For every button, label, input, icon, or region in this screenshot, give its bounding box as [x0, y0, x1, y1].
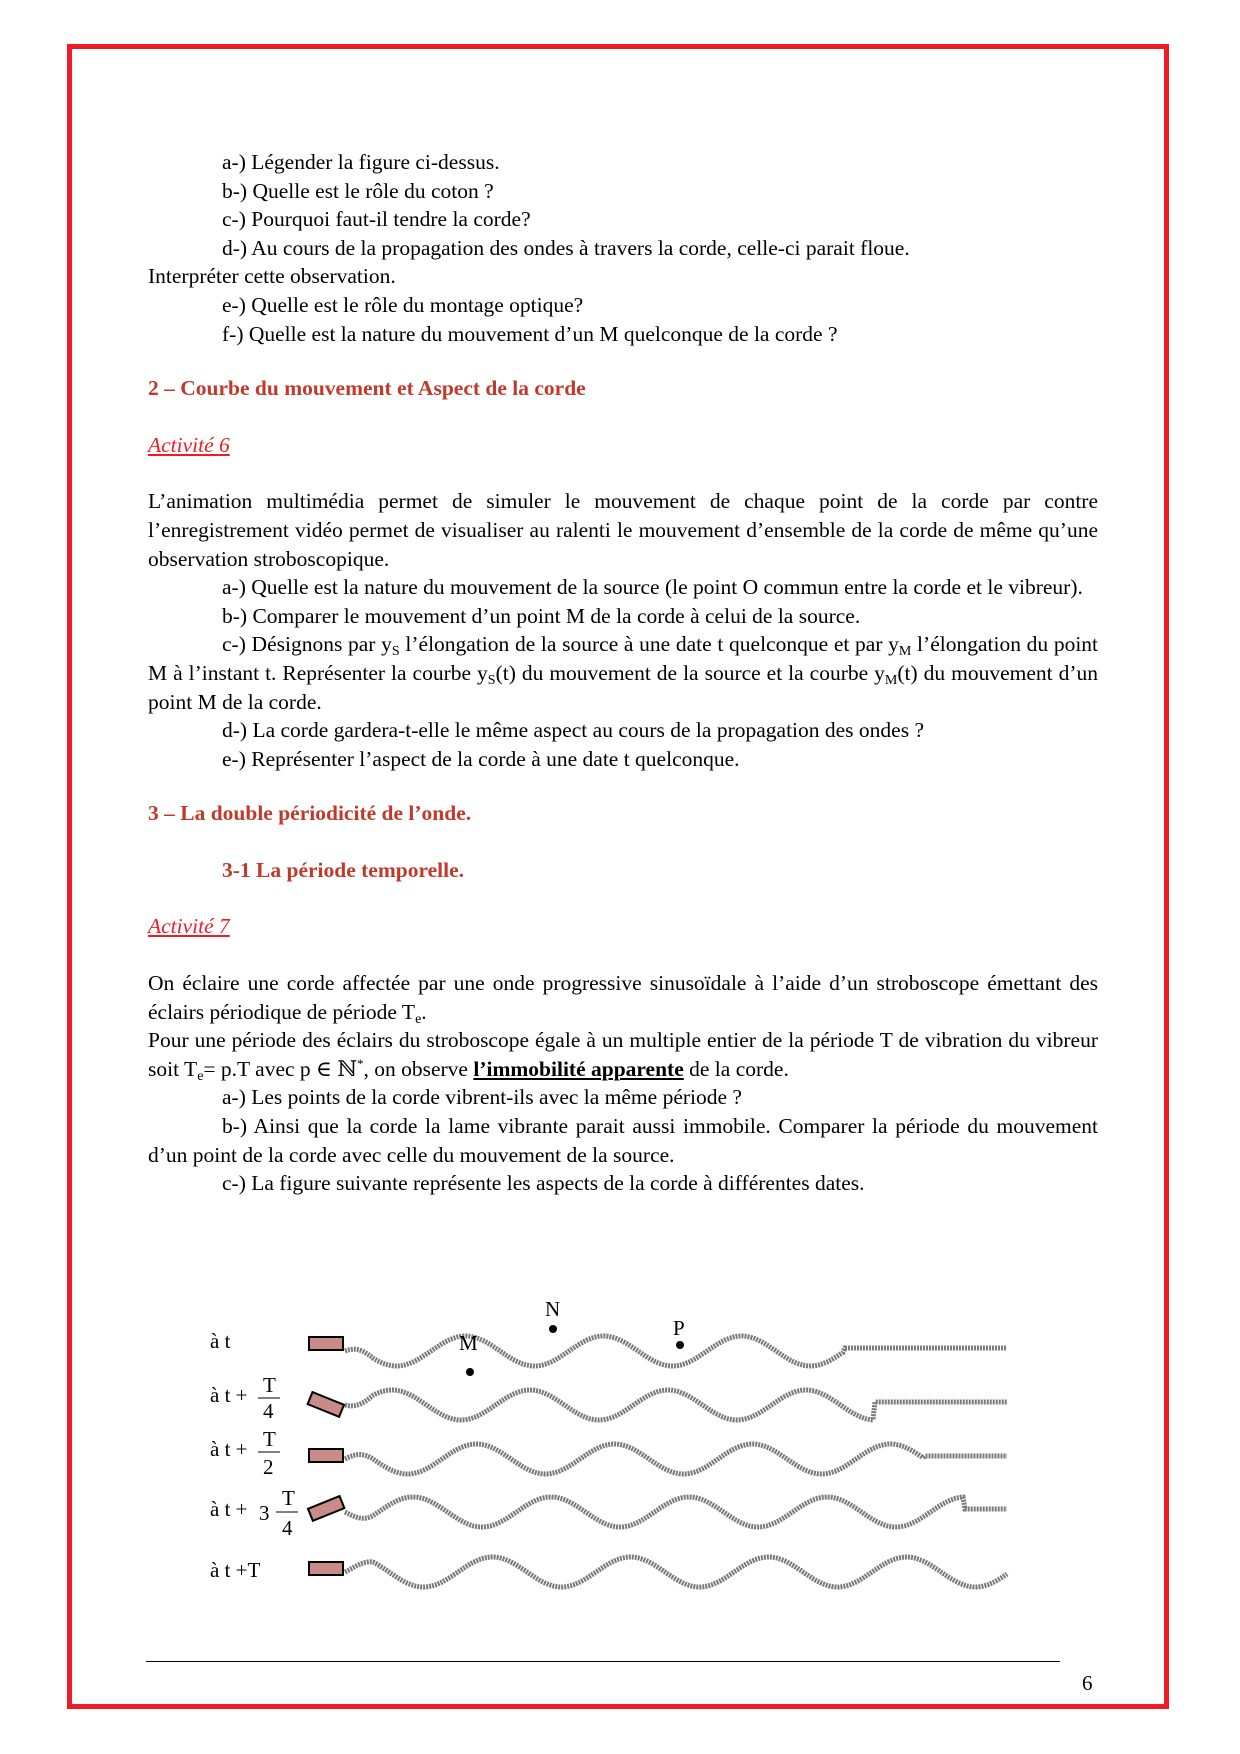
section-3-question-c: c-) La figure suivante représente les aspects de la corde à différentes dates. [222, 1171, 865, 1196]
string-aspect-3 [345, 1497, 1007, 1527]
row-label-2-num: T [263, 1427, 276, 1451]
row-label-1: à t + [210, 1383, 248, 1407]
question-c: c-) Pourquoi faut-il tendre la corde? [222, 207, 531, 232]
question-e: e-) Quelle est le rôle du montage optique? [222, 292, 584, 317]
row-label-1-den: 4 [263, 1399, 274, 1423]
row-label-2: à t + [210, 1437, 248, 1461]
vibrator-blade-3 [308, 1496, 344, 1521]
section-3-paragraph-1: On éclaire une corde affectée par une onde progressive sinusoïdale à l’aide d’un stroboscope émettant des éclairs périodique de période $T_e$. [148, 971, 1098, 1027]
vibrator-blade-0 [309, 1337, 343, 1350]
section-3-question-a: a-) Les points de la corde vibrent-ils avec la même période ? [222, 1085, 742, 1110]
row-label-3-den: 4 [282, 1516, 293, 1540]
string-aspect-1 [345, 1390, 1007, 1420]
activity-6-label: Activité 6 [148, 432, 230, 457]
strings-group [345, 1336, 1007, 1587]
string-aspect-0 [345, 1336, 1007, 1366]
section-2-intro: L’animation multimédia permet de simuler le mouvement de chaque point de la corde par contre l’enregistrement vidéo permet de visualiser au ralenti le mouvement d’ensemble de la corde de même qu’une observation stroboscopique. [148, 489, 1098, 571]
question-d-line1: d-) Au cours de la propagation des ondes à travers la corde, celle-ci parait floue. [222, 235, 910, 260]
row-label-3-coef: 3 [259, 1501, 270, 1525]
section-3-paragraph-2: Pour une période des éclairs du stroboscope égale à un multiple entier de la période T de vibration du vibreur soit $T_e= p.T$ avec p ∈ ℕ*, on observe l’immobilité apparente de la corde. [148, 1028, 1098, 1084]
string-aspect-2 [345, 1444, 1007, 1474]
footer-divider [146, 1661, 1060, 1662]
vibrator-blade-4 [309, 1562, 343, 1575]
row-label-2-den: 2 [263, 1455, 274, 1479]
point-M-dot [466, 1368, 474, 1376]
question-d-line2: Interpréter cette observation. [148, 264, 396, 289]
section-3-title: 3 – La double périodicité de l’onde. [148, 801, 472, 826]
point-P-dot [676, 1341, 684, 1349]
apparent-immobility: l’immobilité apparente [473, 1056, 684, 1081]
string-aspect-4 [345, 1557, 1007, 1587]
point-N-label: N [545, 1297, 561, 1321]
section-2-question-a: a-) Quelle est la nature du mouvement de la source (le point O commun entre la corde et le vibreur). [222, 575, 1083, 600]
section-3-question-b: b-) Ainsi que la corde la lame vibrante parait aussi immobile. Comparer la période du mouvement d’un point de la corde avec celle du mouvement de la source. [148, 1114, 1098, 1167]
section-2-question-d: d-) La corde gardera-t-elle le même aspect au cours de la propagation des ondes ? [222, 718, 925, 743]
vibrator-blade-2 [309, 1449, 343, 1462]
row-label-4: à t +T [210, 1558, 261, 1582]
row-label-3: à t + [210, 1497, 248, 1521]
section-2-question-e: e-) Représenter l’aspect de la corde à une date t quelconque. [222, 746, 740, 771]
page-number: 6 [1082, 1671, 1093, 1695]
section-3-1-title: 3-1 La période temporelle. [222, 857, 465, 882]
question-b: b-) Quelle est le rôle du coton ? [222, 178, 494, 203]
question-a: a-) Légender la figure ci-dessus. [222, 150, 500, 174]
row-label-1-num: T [263, 1373, 276, 1397]
activity-7-label: Activité 7 [148, 914, 230, 939]
row-label-0: à t [210, 1329, 231, 1353]
section-2-question-c: c-) Désignons par $y_S$ l’élongation de la source à une date t quelconque et par $y_M$ l’élongation du point M à l’instant t. Représenter la courbe $y_S(t)$ du mouvement de la source et la courbe $y_M(t)$ du mouvement d’un point M de la corde. [148, 632, 1099, 714]
row-label-3-num: T [282, 1486, 295, 1510]
point-M-label: M [459, 1331, 478, 1355]
point-P-label: P [673, 1316, 685, 1340]
section-2-question-b: b-) Comparer le mouvement d’un point M de la corde à celui de la source. [222, 603, 861, 628]
section-2-title: 2 – Courbe du mouvement et Aspect de la corde [148, 376, 586, 401]
point-N-dot [549, 1325, 557, 1333]
vibrator-blade-1 [308, 1392, 344, 1417]
question-f: f-) Quelle est la nature du mouvement d’un M quelconque de la corde ? [222, 321, 838, 346]
